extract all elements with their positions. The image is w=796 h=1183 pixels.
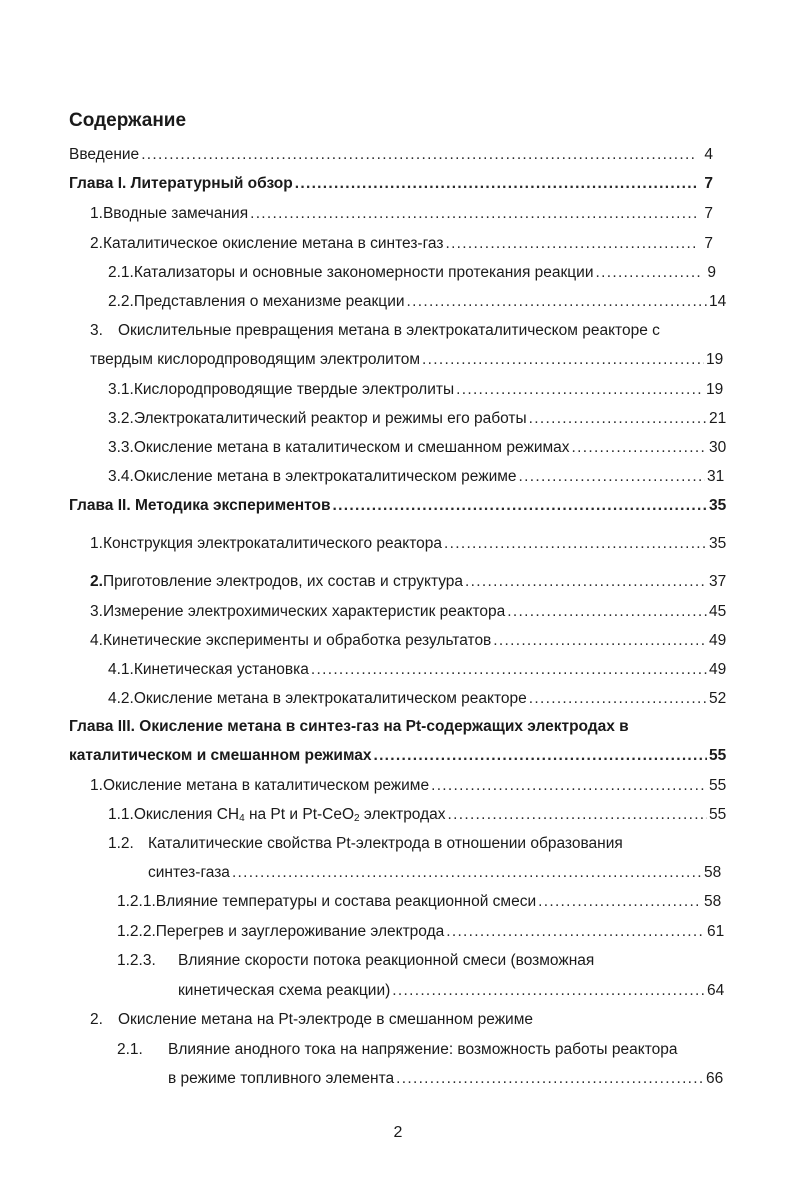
- toc-entry-page: 58: [704, 893, 722, 910]
- toc-chapter: [69, 715, 729, 739]
- toc-entry-number: 1.2.1.: [117, 893, 156, 910]
- toc-entry: [90, 600, 727, 624]
- leader-dots: [232, 861, 702, 885]
- leader-dots: [596, 261, 700, 285]
- toc-entry-text: Глава I. Литературный обзор: [69, 175, 293, 192]
- toc-entry-continued: [178, 979, 725, 1003]
- toc-entry-text: каталитическом и смешанном режимах: [69, 747, 372, 764]
- toc-entry: [108, 436, 727, 460]
- toc-entry: [117, 890, 722, 914]
- toc-entry: [108, 658, 727, 682]
- leader-dots: [519, 465, 705, 489]
- toc-entry-text: Конструкция электрокаталитического реактора: [102, 535, 443, 552]
- toc-entry-text: Окисление метана в электрокаталитическом режиме: [133, 468, 517, 485]
- toc-entry-number: 1.2.2.: [117, 923, 156, 940]
- toc-entry-text: Каталитическое окисление метана в синтез-газ: [102, 235, 444, 252]
- toc-entry-page: 61: [707, 923, 725, 940]
- toc-entry-text: Кислородпроводящие твердые электролиты: [133, 381, 455, 398]
- leader-dots: [141, 143, 697, 167]
- toc-entry: [117, 949, 717, 973]
- toc-entry-text: Кинетические эксперименты и обработка результатов: [102, 632, 492, 649]
- toc-entry-number: 3.: [90, 322, 103, 339]
- toc-entry-text: Кинетическая установка: [133, 661, 309, 678]
- toc-entry: [90, 1008, 710, 1032]
- toc-entry-number: 1.2.: [108, 835, 134, 852]
- toc-entry: [108, 407, 727, 431]
- toc-entry-text: Представления о механизме реакции: [133, 293, 405, 310]
- toc-entry-number: 1.2.3.: [117, 952, 156, 969]
- toc-entry-text: Вводные замечания: [102, 205, 249, 222]
- toc-entry: [117, 1038, 742, 1062]
- toc-entry: [90, 774, 727, 798]
- toc-entry-page: 66: [706, 1070, 724, 1087]
- toc-title: Содержание: [69, 110, 187, 131]
- toc-entry-page: 14: [709, 293, 727, 310]
- toc-entry-number: 3.2.: [108, 410, 134, 427]
- toc-entry-page: 30: [709, 439, 727, 456]
- leader-dots: [448, 803, 707, 827]
- subscript: 2: [354, 813, 360, 824]
- toc-entry: [108, 803, 727, 827]
- leader-dots: [444, 532, 707, 556]
- toc-entry-text: Электрокаталитический реактор и режимы его работы: [133, 410, 527, 427]
- toc-entry-text: Глава II. Методика экспериментов: [69, 497, 331, 514]
- leader-dots: [431, 774, 707, 798]
- toc-entry-text: Введение: [69, 146, 140, 163]
- toc-entry-page: 37: [709, 573, 727, 590]
- toc-entry: [69, 143, 713, 167]
- toc-entry-text: [134, 803, 446, 827]
- toc-entry: [117, 920, 725, 944]
- toc-entry-text: Катализаторы и основные закономерности протекания реакции: [133, 264, 594, 281]
- toc-entry-text: Измерение электрохимических характеристик реактора: [102, 603, 506, 620]
- toc-chapter: [69, 172, 713, 196]
- toc-entry-text: твердым кислородпроводящим электролитом: [90, 351, 421, 368]
- leader-dots: [311, 658, 707, 682]
- toc-entry-continued: [148, 861, 722, 885]
- leader-dots: [456, 378, 704, 402]
- leader-dots: [572, 436, 707, 460]
- toc-entry: [108, 832, 708, 856]
- toc-entry-page: 45: [709, 603, 727, 620]
- text-part: Окисления CH: [133, 806, 240, 823]
- toc-entry-page: 19: [706, 351, 724, 368]
- toc-entry-page: 52: [709, 690, 727, 707]
- toc-entry-page: 49: [709, 661, 727, 678]
- toc-entry-text: кинетическая схема реакции): [178, 982, 391, 999]
- toc-entry-number: 2.: [90, 573, 103, 590]
- toc-entry-text: Каталитические свойства Pt-электрода в отношении образования: [148, 835, 623, 852]
- toc-entry-text: Окисление метана на Pt-электроде в смешанном режиме: [118, 1011, 533, 1028]
- toc-entry-number: 4.2.: [108, 690, 134, 707]
- toc-entry-number: 2.2.: [108, 293, 134, 310]
- leader-dots: [422, 348, 704, 372]
- toc-entry-text: Окисление метана в электрокаталитическом реакторе: [133, 690, 527, 707]
- toc-chapter-continued: [69, 744, 727, 768]
- toc-entry-number: 4.: [90, 632, 103, 649]
- toc-entry-text: Окисление метана в каталитическом и смешанном режимах: [133, 439, 570, 456]
- page-number: 2: [393, 1124, 403, 1141]
- leader-dots: [529, 687, 707, 711]
- toc-entry-page: 21: [709, 410, 727, 427]
- toc-entry-page: 64: [707, 982, 725, 999]
- toc-entry-number: 2.1.: [117, 1041, 143, 1058]
- toc-entry-number: 3.3.: [108, 439, 134, 456]
- leader-dots: [538, 890, 702, 914]
- toc-chapter: [69, 494, 727, 518]
- leader-dots: [407, 290, 707, 314]
- toc-entry-page: 49: [709, 632, 727, 649]
- toc-entry: [108, 378, 724, 402]
- leader-dots: [396, 1067, 704, 1091]
- toc-entry-number: 2.: [90, 1011, 103, 1028]
- toc-entry: [108, 687, 727, 711]
- toc-entry-page: 19: [706, 381, 724, 398]
- toc-entry: [90, 629, 727, 653]
- toc-entry-text: Влияние анодного тока на напряжение: возможность работы реактора: [168, 1041, 678, 1058]
- leader-dots: [333, 494, 707, 518]
- text-part: электродах: [359, 806, 446, 823]
- toc-entry-number: 1.: [90, 777, 103, 794]
- leader-dots: [529, 407, 707, 431]
- toc-entry-number: 1.: [90, 205, 103, 222]
- toc-entry-page: 9: [707, 264, 716, 281]
- toc-entry-text: Влияние температуры и состава реакционной смеси: [155, 893, 537, 910]
- leader-dots: [446, 920, 705, 944]
- toc-entry-text: Глава III. Окисление метана в синтез-газ на Pt-содержащих электродах в: [69, 718, 629, 735]
- leader-dots: [250, 202, 697, 226]
- leader-dots: [373, 744, 707, 768]
- toc-entry-page: 55: [709, 747, 727, 764]
- toc-entry: [108, 261, 716, 285]
- toc-entry-number: 2.: [90, 235, 103, 252]
- toc-entry-number: 1.1.: [108, 806, 134, 823]
- toc-entry-text: в режиме топливного элемента: [168, 1070, 395, 1087]
- toc-entry-text: Окислительные превращения метана в электрокаталитическом реакторе с: [118, 322, 660, 339]
- toc-entry: [90, 232, 713, 256]
- toc-entry-text: Перегрев и зауглероживание электрода: [155, 923, 445, 940]
- toc-entry-text: Влияние скорости потока реакционной смеси (возможная: [178, 952, 595, 969]
- toc-entry-continued: [90, 348, 724, 372]
- toc-entry: [108, 465, 725, 489]
- toc-entry-continued: [168, 1067, 724, 1091]
- leader-dots: [507, 600, 707, 624]
- toc-entry-text: Приготовление электродов, их состав и структура: [102, 573, 464, 590]
- leader-dots: [493, 629, 707, 653]
- toc-entry-page: 58: [704, 864, 722, 881]
- toc-entry-page: 35: [709, 535, 727, 552]
- toc-entry-page: 35: [709, 497, 727, 514]
- toc-entry-page: 7: [704, 175, 713, 192]
- toc-entry-number: 4.1.: [108, 661, 134, 678]
- subscript: 4: [239, 813, 245, 824]
- toc-entry-number: 2.1.: [108, 264, 134, 281]
- toc-entry-page: 7: [704, 235, 713, 252]
- toc-entry-number: 1.: [90, 535, 103, 552]
- leader-dots: [445, 232, 697, 256]
- toc-entry-text: Окисление метана в каталитическом режиме: [102, 777, 430, 794]
- toc-entry: [90, 202, 713, 226]
- toc-entry-page: 4: [704, 146, 713, 163]
- toc-entry-page: 7: [704, 205, 713, 222]
- leader-dots: [392, 979, 705, 1003]
- toc-entry: [90, 570, 727, 594]
- toc-entry-text: синтез-газа: [148, 864, 230, 881]
- toc-entry-number: 3.4.: [108, 468, 134, 485]
- toc-entry: [108, 290, 727, 314]
- leader-dots: [465, 570, 707, 594]
- toc-entry-page: 55: [709, 806, 727, 823]
- toc-entry-page: 55: [709, 777, 727, 794]
- toc-entry-number: 3.: [90, 603, 103, 620]
- toc-entry: [90, 319, 730, 343]
- toc-entry-number: 3.1.: [108, 381, 134, 398]
- toc-entry-page: 31: [707, 468, 725, 485]
- leader-dots: [295, 172, 697, 196]
- text-part: на Pt и Pt-CeO: [244, 806, 355, 823]
- toc-entry: [90, 532, 727, 556]
